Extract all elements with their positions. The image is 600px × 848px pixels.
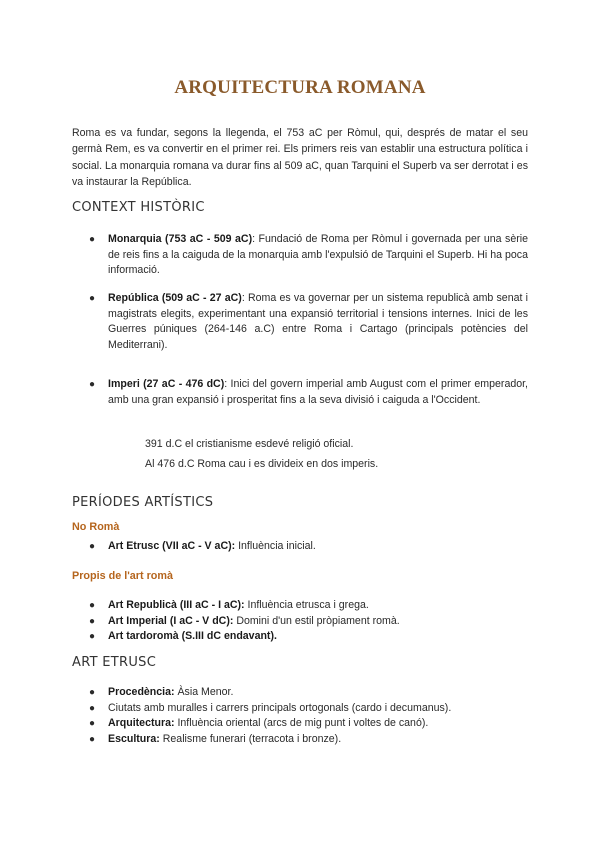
- list-item: [72, 377, 528, 408]
- context-list: [72, 291, 528, 353]
- no-roma-list: [72, 539, 528, 555]
- page-title: ARQUITECTURA ROMANA: [174, 77, 426, 98]
- bullet-icon: ●: [89, 293, 96, 304]
- bullet-icon: ●: [89, 718, 96, 730]
- propis-list: [72, 598, 528, 645]
- intro-paragraph: Roma es va fundar, segons la llegenda, el 753 aC per Ròmul, qui, després de matar el seu germà Rem, es va convertir en el primer rei. Els primers reis van establir una estructura política i social. La monarquia romana va durar fins al 509 aC, quan Tarquini el Superb va ser derrotat i es va instaurar la República.: [72, 127, 528, 188]
- list-item-text: : Inici del govern imperial amb August com el primer emperador, amb una gran expansió i prosperitat fins a la seva divisió i caiguda a l'Occident.: [108, 378, 529, 406]
- list-item: [72, 685, 528, 701]
- bullet-icon: ●: [89, 702, 96, 714]
- list-item-term: Art Etrusc (VII aC - V aC):: [108, 540, 236, 552]
- bullet-icon: ●: [89, 234, 96, 245]
- list-item-text: Realisme funerari (terracota i bronze).: [159, 732, 342, 745]
- list-item-term: Escultura:: [108, 732, 160, 745]
- bullet-icon: ●: [89, 687, 96, 698]
- bullet-icon: ●: [89, 541, 96, 552]
- bullet-icon: ●: [89, 733, 96, 745]
- list-item: [72, 701, 528, 717]
- list-item-text: Àsia Menor.: [174, 686, 234, 698]
- context-list: [72, 377, 528, 408]
- list-item: [72, 232, 528, 279]
- list-item-text: Domini d'un estil pròpiament romà.: [233, 614, 400, 627]
- list-item: [72, 614, 528, 630]
- section-heading-context: CONTEXT HISTÒRIC: [72, 200, 205, 215]
- list-item-text: : Roma es va governar per un sistema republicà amb senat i magistrats elegits, experimentant una expansió territorial i tensions internes. Inici de les Guerres púniques (264-146 a.C) entre Roma i Cartago (principals potències del Mediterrani).: [108, 292, 528, 351]
- subheading-propis: Propis de l'art romà: [72, 570, 173, 582]
- list-item: [72, 539, 528, 555]
- list-item: [72, 291, 528, 353]
- list-item-text: Ciutats amb muralles i carrers principals ortogonals (cardo i decumanus).: [108, 701, 452, 714]
- list-item: [72, 716, 528, 732]
- note-line: Al 476 d.C Roma cau i es divideix en dos imperis.: [145, 458, 379, 470]
- bullet-icon: ●: [89, 600, 96, 611]
- list-item-text: Influència etrusca i grega.: [244, 599, 369, 611]
- list-item-text: Influència inicial.: [235, 540, 316, 552]
- bullet-icon: ●: [89, 379, 96, 390]
- section-heading-etrusc: ART ETRUSC: [72, 655, 157, 670]
- list-item-term: Procedència:: [108, 686, 175, 698]
- list-item-term: Art tardoromà (S.III dC endavant).: [108, 630, 277, 643]
- list-item-term: Monarquia (753 aC - 509 aC): [108, 233, 253, 245]
- list-item-term: Imperi (27 aC - 476 dC): [108, 378, 225, 390]
- context-list: [72, 232, 528, 279]
- bullet-icon: ●: [89, 615, 96, 627]
- note-line: 391 d.C el cristianisme esdevé religió oficial.: [145, 438, 354, 450]
- section-heading-periods: PERÍODES ARTÍSTICS: [72, 495, 214, 510]
- subheading-no-roma: No Romà: [72, 521, 120, 533]
- list-item-term: Art Imperial (I aC - V dC):: [108, 614, 234, 627]
- list-item-term: Art Republicà (III aC - I aC):: [108, 599, 245, 611]
- list-item-text: Influència oriental (arcs de mig punt i voltes de canó).: [174, 717, 429, 730]
- list-item: [72, 732, 528, 748]
- list-item: [72, 629, 528, 645]
- list-item: [72, 598, 528, 614]
- list-item-term: Arquitectura:: [108, 717, 175, 730]
- list-item-text: : Fundació de Roma per Ròmul i governada per una sèrie de reis fins a la caiguda de la monarquia amb l'expulsió de Tarquini el Superb. Hi ha poca informació.: [108, 233, 529, 277]
- etrusc-list: [72, 685, 528, 747]
- bullet-icon: ●: [89, 631, 96, 643]
- list-item-term: República (509 aC - 27 aC): [108, 292, 242, 304]
